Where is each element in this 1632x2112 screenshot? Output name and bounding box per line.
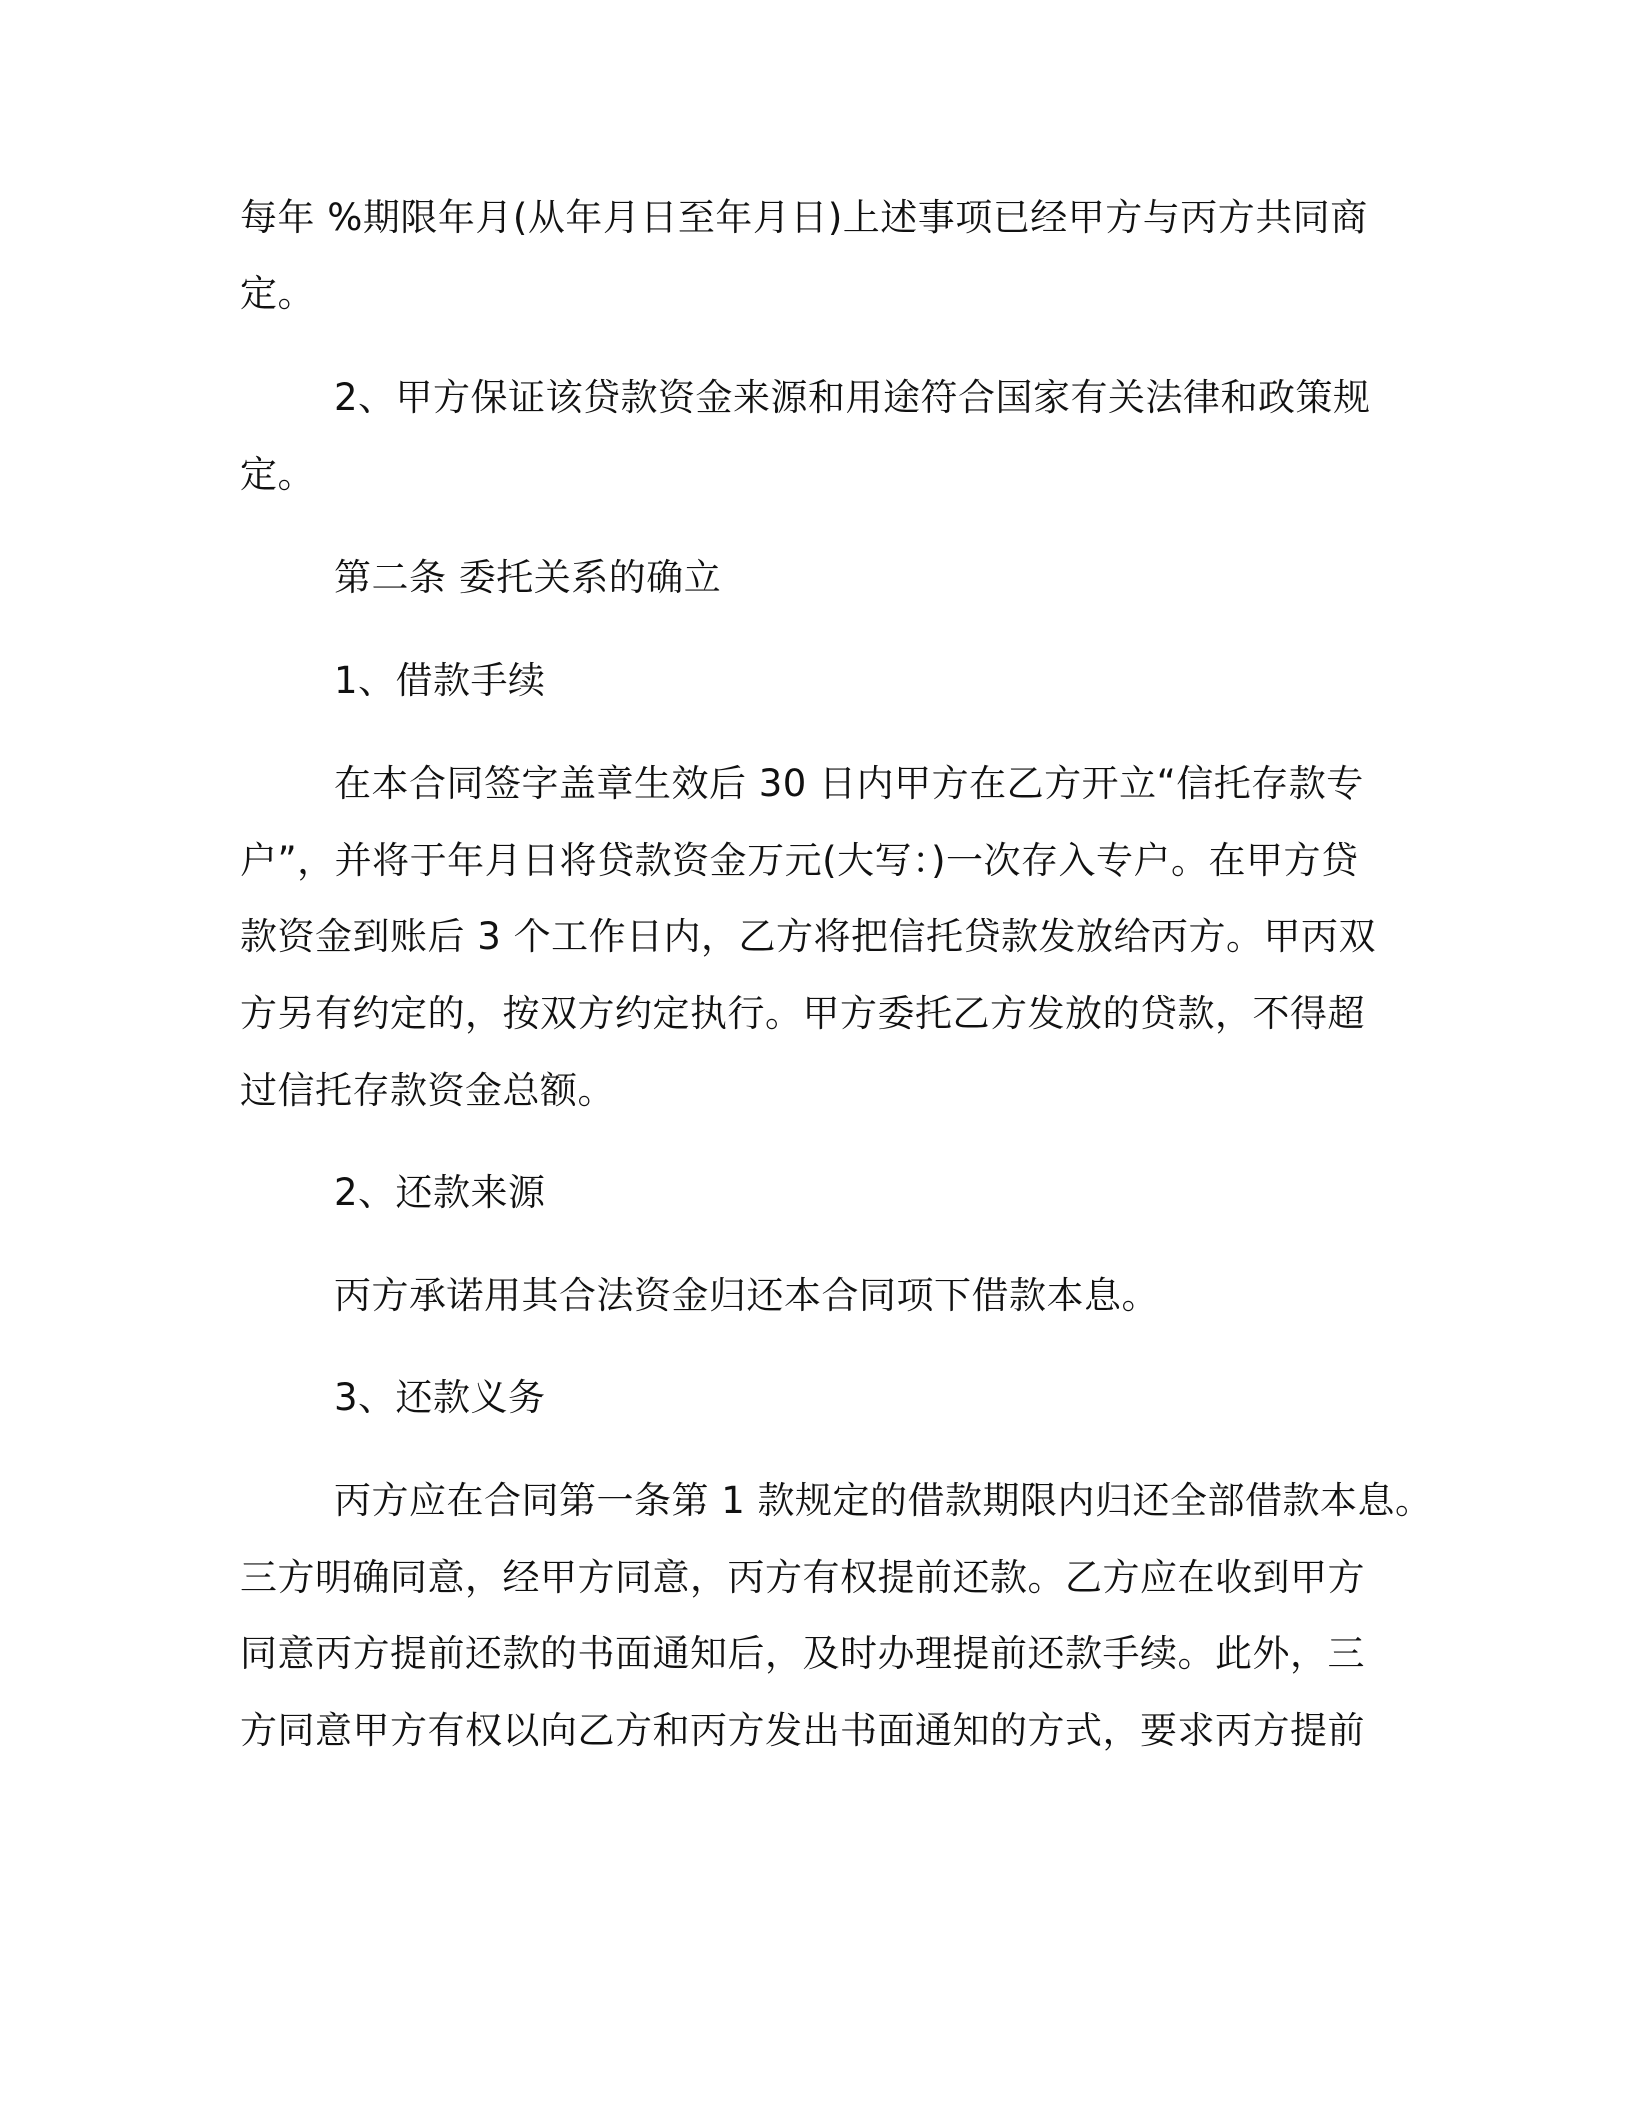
section-heading: 第二条 委托关系的确立 (334, 556, 722, 599)
paragraph-line: 款资金到账后 3 个工作日内，乙方将把信托贷款发放给丙方。甲丙双 (240, 915, 1377, 958)
paragraph-line: 丙方应在合同第一条第 1 款规定的借款期限内归还全部借款本息。 (334, 1479, 1433, 1522)
subsection-heading: 1、借款手续 (334, 659, 546, 702)
paragraph-line: 户”，并将于年月日将贷款资金万元(大写：)一次存入专户。在甲方贷 (240, 839, 1359, 882)
paragraph-line: 定。 (240, 272, 315, 315)
subsection-heading: 2、还款来源 (334, 1171, 546, 1214)
subsection-heading: 3、还款义务 (334, 1376, 546, 1419)
paragraph-line: 每年 %期限年月(从年月日至年月日)上述事项已经甲方与丙方共同商 (240, 196, 1368, 239)
paragraph-line: 方另有约定的，按双方约定执行。甲方委托乙方发放的贷款，不得超 (240, 992, 1365, 1035)
paragraph-line: 2、甲方保证该贷款资金来源和用途符合国家有关法律和政策规 (334, 376, 1371, 419)
paragraph-line: 同意丙方提前还款的书面通知后，及时办理提前还款手续。此外，三 (240, 1632, 1365, 1675)
paragraph-line: 丙方承诺用其合法资金归还本合同项下借款本息。 (334, 1274, 1159, 1317)
paragraph-line: 方同意甲方有权以向乙方和丙方发出书面通知的方式，要求丙方提前 (240, 1709, 1365, 1752)
paragraph-line: 三方明确同意，经甲方同意，丙方有权提前还款。乙方应在收到甲方 (240, 1556, 1365, 1599)
paragraph-line: 定。 (240, 453, 315, 496)
paragraph-line: 在本合同签字盖章生效后 30 日内甲方在乙方开立“信托存款专 (334, 762, 1364, 805)
paragraph-line: 过信托存款资金总额。 (240, 1069, 615, 1112)
